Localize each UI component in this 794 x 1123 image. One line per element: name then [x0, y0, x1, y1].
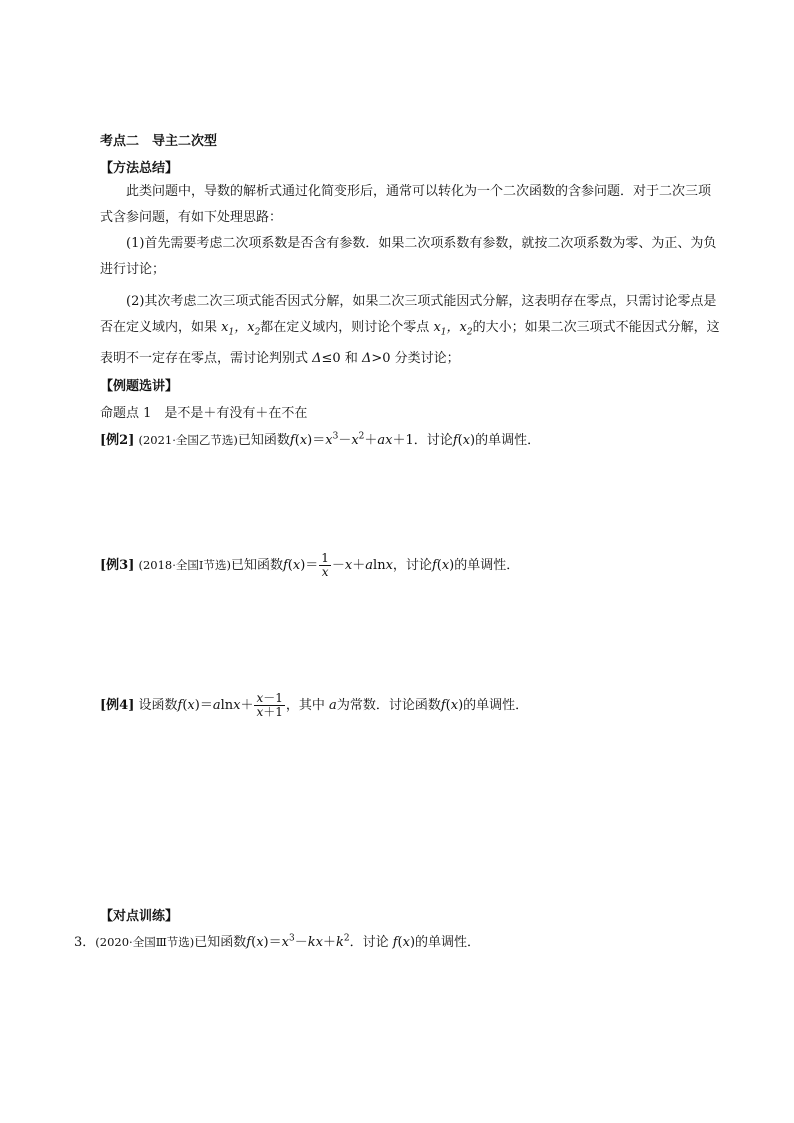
- example-4-label: [例4]: [100, 698, 135, 714]
- math-q3-function: $f(x)=x^3-kx+k^2$: [246, 933, 350, 950]
- question-3-number: 3．: [74, 935, 96, 950]
- example-3-label: [例3]: [100, 558, 135, 574]
- method-heading: 【方法总结】: [100, 161, 179, 176]
- example-2-label: [例2]: [100, 433, 135, 448]
- example-3-source: (2018·全国Ⅰ节选): [138, 558, 231, 573]
- math-zeros: $x_1$，$x_2$: [433, 320, 473, 338]
- training-heading: 【对点训练】: [100, 909, 179, 924]
- example-2: [例2] (2021·全国乙节选)已知函数$f(x)=x^3-x^2+ax+1$．讨论f(x)的单调性．: [100, 431, 541, 448]
- topic-line: 命题点 1 是不是＋有没有＋在不在: [100, 406, 308, 421]
- method-point1: (1)首先需要考虑二次项系数是否含有参数．如果二次项系数有参数，就按二次项系数为零、为正、为负进行讨论；: [100, 236, 717, 277]
- math-discriminant: Δ≤0 和 Δ>0: [312, 350, 395, 366]
- section-title: 考点二 导主二次型: [100, 134, 218, 149]
- example-2-source: (2021·全国乙节选): [138, 433, 238, 447]
- method-point2: (2)其次考虑二次三项式能否因式分解，如果二次三项式能因式分解，这表明存在零点，只需讨论零点是否在定义域内，如果 $x_1$，$x_2$都在定义域内，则讨论个零点 $x_1$，$x_2$的大小；如果二次三项式不能因式分解，这表明不一定存在零点，需讨论判别式 Δ≤0 和 Δ>0 分类讨论；: [100, 294, 720, 366]
- question-3-source: (2020·全国Ⅲ节选): [95, 935, 195, 949]
- training-question-3: 3．(2020·全国Ⅲ节选)已知函数$f(x)=x^3-kx+k^2$．讨论 f(x)的单调性．: [74, 933, 481, 950]
- math-ex3-function: f(x)＝ $\frac{1}{x}$ －x＋alnx: [282, 551, 393, 580]
- math-ex2-function: f: [289, 433, 295, 448]
- example-4: [例4] 设函数f(x)＝alnx＋ $\frac{x-1}{x+1}$ ，其中 a为常数．讨论函数f(x)的单调性．: [100, 691, 529, 720]
- math-ex4-function: f(x)＝alnx＋ $\frac{x-1}{x+1}$: [177, 691, 283, 720]
- examples-heading: 【例题选讲】: [100, 379, 179, 394]
- example-3: [例3] (2018·全国Ⅰ节选)已知函数f(x)＝ $\frac{1}{x}$ －x＋alnx，讨论f(x)的单调性．: [100, 551, 520, 580]
- math-x1-x2: $x_1$，$x_2$: [221, 320, 261, 338]
- method-para1: 此类问题中，导数的解析式通过化简变形后，通常可以转化为一个二次函数的含参问题．对于二次三项式含参问题，有如下处理思路：: [100, 184, 712, 225]
